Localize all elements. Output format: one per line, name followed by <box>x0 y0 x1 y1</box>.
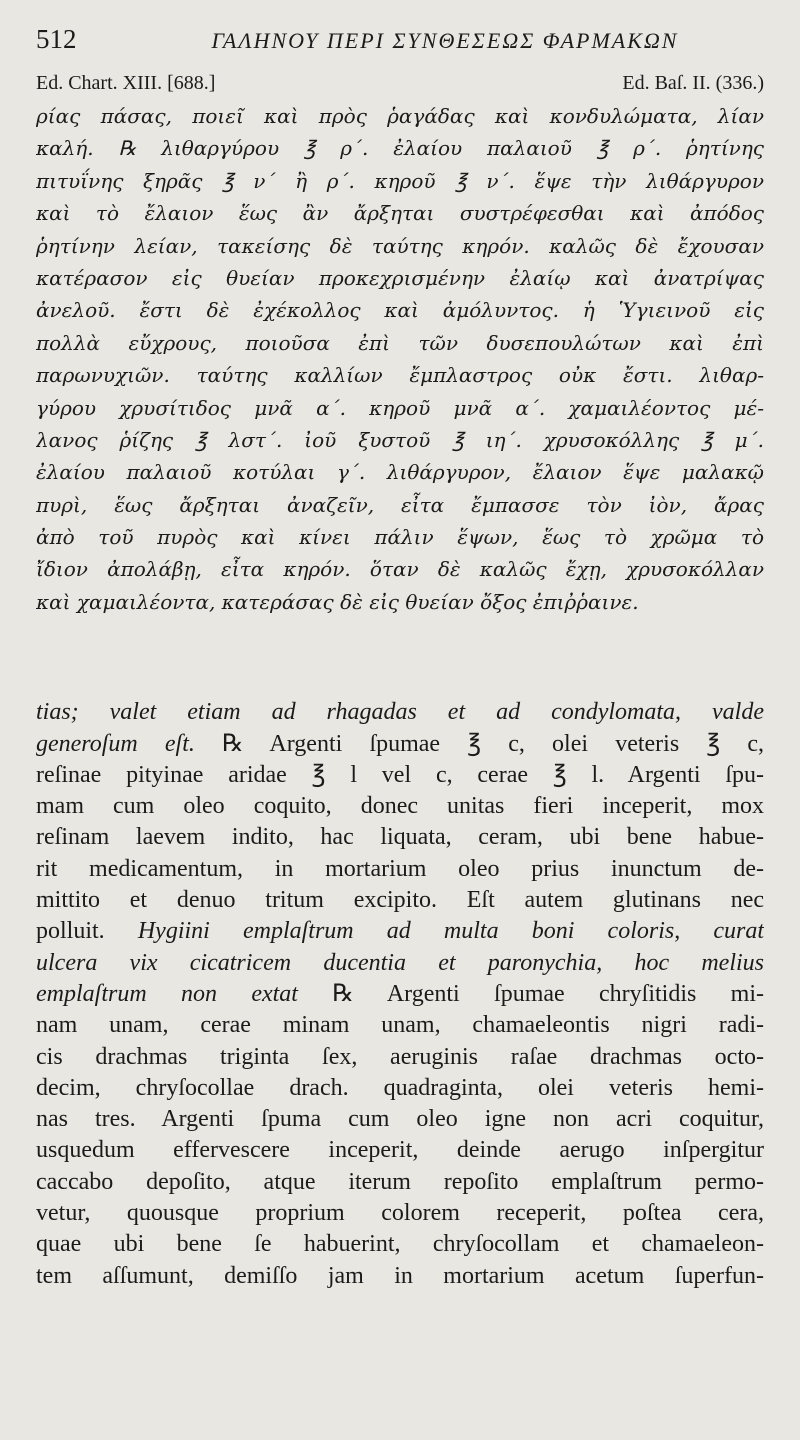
latin-line <box>36 979 764 1010</box>
greek-line: ρίας πάσας, ποιεῖ καὶ πρὸς ῥαγάδας καὶ κονδυλώματα, λίαν <box>36 104 764 128</box>
latin-line <box>36 916 764 947</box>
latin-line <box>36 822 764 853</box>
latin-roman-segment: polluit. <box>36 918 138 945</box>
greek-line: παρωνυχιῶν. ταύτης καλλίων ἔμπλαστρος οὐκ ἔστι. λιθαρ- <box>36 363 764 388</box>
edition-chartier: Ed. Chart. XIII. [688.] <box>36 72 216 94</box>
greek-line: καὶ χαμαιλέοντα, κατεράσας δὲ εἰς θυείαν ὄξος ἐπιῤῥαινε. <box>36 589 639 614</box>
latin-line <box>36 1135 764 1166</box>
latin-line <box>36 760 764 791</box>
latin-line <box>36 1198 764 1229</box>
greek-line: ἐλαίου παλαιοῦ κοτύλαι γ΄. λιθάργυρον, ἔλαιον ἕψε μαλακῷ <box>36 460 764 485</box>
latin-line <box>36 1010 764 1041</box>
greek-line: ἀπὸ τοῦ πυρὸς καὶ κίνει πάλιν ἕψων, ἕως τὸ χρῶμα τὸ <box>36 525 764 550</box>
latin-line <box>36 854 764 885</box>
latin-line <box>36 948 764 979</box>
latin-italic-segment: ulcera vix cicatricem ducentia et paronychia, hoc melius <box>36 949 764 976</box>
page-number: 512 <box>36 24 77 54</box>
greek-line: γύρου χρυσίτιδος μνᾶ α΄. κηροῦ μνᾶ α΄. χαμαιλέοντος μέ- <box>36 395 764 420</box>
latin-roman-segment: mam cum oleo coquito, donec unitas fieri inceperit, mox <box>36 793 764 820</box>
latin-roman-segment: quae ubi bene ſe habuerint, chryſocollam et chamaeleon- <box>36 1231 764 1258</box>
greek-line: ἀνελοῦ. ἔστι δὲ ἐχέκολλος καὶ ἀμόλυντος. ἡ Ὑγιεινοῦ εἰς <box>36 298 764 323</box>
greek-line: ῥητίνην λείαν, τακείσης δὲ ταύτης κηρόν. καλῶς δὲ ἔχουσαν <box>36 233 764 258</box>
latin-roman-segment: usquedum effervescere inceperit, deinde aerugo inſpergitur <box>36 1137 764 1164</box>
latin-line <box>36 1042 764 1073</box>
latin-roman-segment: vetur, quousque proprium colorem receperit, poſtea cera, <box>36 1200 764 1226</box>
greek-line: καλή. ℞ λιθαργύρου ℥ ρ΄. ἐλαίου παλαιοῦ ℥ ρ΄. ῥητίνης <box>36 136 764 161</box>
latin-roman-segment: cis drachmas triginta ſex, aeruginis raſae drachmas octo- <box>36 1043 764 1070</box>
latin-roman-segment: rit medicamentum, in mortarium oleo prius inunctum de- <box>36 855 764 882</box>
latin-line <box>36 729 764 760</box>
greek-line: κατέρασον εἰς θυείαν προκεχρισμένην ἐλαίῳ καὶ ἀνατρίψας <box>36 265 764 290</box>
latin-line <box>36 791 764 822</box>
latin-italic-segment: generoſum eſt. <box>36 730 195 757</box>
latin-roman-segment: reſinae pityinae aridae ℥ l vel c, cerae ℥ l. Argenti ſpu- <box>36 761 764 788</box>
latin-roman-segment: decim, chryſocollae drach. quadraginta, olei veteris hemi- <box>36 1074 764 1101</box>
latin-line <box>36 885 764 916</box>
edition-basel: Ed. Baſ. II. (336.) <box>622 72 764 94</box>
latin-roman-segment: nam unam, cerae minam unam, chamaeleontis nigri radi- <box>36 1012 764 1039</box>
latin-line <box>36 1104 764 1135</box>
latin-roman-segment: mittito et denuo tritum excipito. Eſt autem glutinans nec <box>36 887 764 914</box>
latin-roman-segment: ℞ Argenti ſpumae chryſitidis mi- <box>297 980 764 1007</box>
latin-line <box>36 1229 764 1260</box>
greek-line: καὶ τὸ ἔλαιον ἕως ἂν ἄρξηται συστρέφεσθαι καὶ ἀπόδος <box>36 201 764 226</box>
latin-italic-segment: tias; valet etiam ad rhagadas et ad condylomata, valde <box>36 699 764 726</box>
latin-line <box>36 697 764 728</box>
greek-line: πολλὰ εὔχρους, ποιοῦσα ἐπὶ τῶν δυσεπουλώτων καὶ ἐπὶ <box>36 330 764 355</box>
latin-line <box>36 1261 764 1292</box>
running-head <box>36 24 764 68</box>
latin-line <box>36 1167 764 1198</box>
latin-text <box>36 697 764 1292</box>
latin-italic-segment: emplaſtrum non extat <box>36 980 298 1007</box>
edition-line <box>36 68 764 98</box>
latin-roman-segment: reſinam laevem indito, hac liquata, ceram, ubi bene habue- <box>36 824 764 851</box>
latin-italic-segment: Hygiini emplaſtrum ad multa boni coloris, curat <box>137 918 764 945</box>
latin-line <box>36 1073 764 1104</box>
greek-line: λανος ῥίζης ℥ λστ΄. ἰοῦ ξυστοῦ ℥ ιη΄. χρυσοκόλλης ℥ μ΄. <box>36 427 764 452</box>
latin-roman-segment: nas tres. Argenti ſpuma cum oleo igne non acri coquitur, <box>36 1106 764 1133</box>
running-title: ΓΑΛΗΝΟΥ ΠΕΡΙ ΣΥΝΘΕΣΕΩΣ ΦΑΡΜΑΚΩΝ <box>211 28 679 53</box>
greek-line: πιτυΐνης ξηρᾶς ℥ ν΄ ἢ ρ΄. κηροῦ ℥ ν΄. ἕψε τὴν λιθάργυρον <box>36 168 764 193</box>
column-gap <box>36 618 764 697</box>
greek-line: πυρὶ, ἕως ἄρξηται ἀναζεῖν, εἶτα ἔμπασσε τὸν ἰὸν, ἄρας <box>36 492 764 517</box>
latin-roman-segment: caccabo depoſito, atque iterum repoſito emplaſtrum permo- <box>36 1168 764 1195</box>
latin-roman-segment: tem aſſumunt, demiſſo jam in mortarium acetum ſuperfun- <box>36 1262 764 1289</box>
greek-line: ἴδιον ἀπολάβῃ, εἶτα κηρόν. ὅταν δὲ καλῶς ἔχῃ, χρυσοκόλλαν <box>36 557 764 582</box>
latin-roman-segment: ℞ Argenti ſpumae ℥ c, olei veteris ℥ c, <box>194 730 764 757</box>
greek-text <box>36 100 764 618</box>
